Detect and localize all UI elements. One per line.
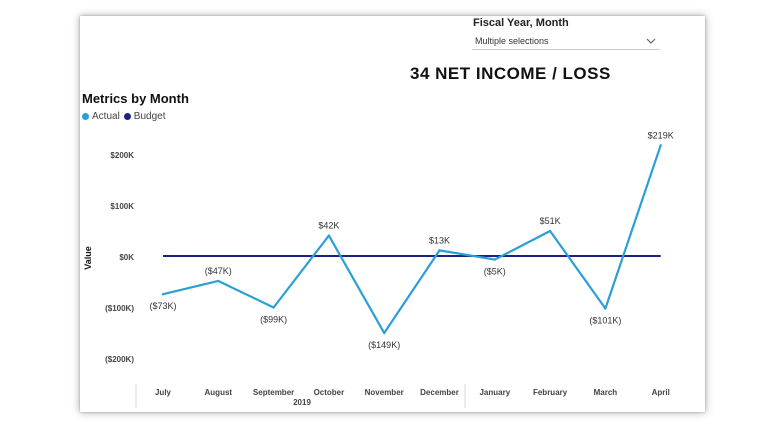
x-tick-label: July — [154, 388, 172, 397]
data-label: ($73K) — [149, 301, 177, 312]
chart-title: Metrics by Month — [82, 91, 189, 106]
data-label: ($5K) — [483, 266, 506, 277]
data-label: ($101K) — [589, 315, 622, 326]
x-tick-label: December — [420, 388, 459, 397]
data-point-actual — [162, 293, 164, 295]
slicer-value: Multiple selections — [475, 36, 549, 46]
x-tick-label: September — [252, 388, 295, 397]
data-point-actual — [438, 249, 440, 251]
data-label: $51K — [539, 215, 561, 226]
y-tick-label: $0K — [119, 253, 134, 262]
data-label: $42K — [318, 220, 340, 231]
y-tick-label: ($100K) — [105, 304, 134, 313]
x-group-label: 2019 — [293, 398, 311, 407]
x-tick-label: August — [204, 388, 233, 397]
data-point-actual — [549, 230, 551, 232]
data-point-actual — [494, 258, 496, 260]
legend-label-budget: Budget — [133, 111, 166, 122]
data-label: ($99K) — [260, 314, 288, 325]
data-point-actual — [272, 306, 274, 308]
data-point-actual — [604, 307, 606, 309]
series-line-actual — [163, 145, 661, 333]
y-tick-label: $200K — [110, 151, 134, 160]
y-tick-label: ($200K) — [105, 355, 134, 364]
x-tick-label: January — [479, 388, 511, 397]
x-tick-label: February — [532, 388, 568, 397]
data-point-actual — [660, 144, 662, 146]
slicer-title: Fiscal Year, Month — [473, 17, 569, 29]
x-tick-label: October — [313, 388, 345, 397]
data-point-actual — [328, 234, 330, 236]
data-label: $13K — [428, 235, 451, 246]
data-label: ($47K) — [204, 265, 232, 276]
data-point-actual — [383, 332, 385, 334]
data-label: ($149K) — [368, 339, 401, 350]
x-tick-label: March — [593, 388, 618, 397]
x-tick-label: April — [651, 388, 670, 397]
y-tick-label: $100K — [110, 202, 134, 211]
kpi-card-text: 34 NET INCOME / LOSS — [410, 64, 611, 83]
y-axis-label: Value — [83, 246, 93, 270]
data-point-actual — [217, 280, 219, 282]
data-label: $219K — [647, 130, 674, 141]
x-tick-label: November — [364, 388, 404, 397]
legend-label-actual: Actual — [92, 111, 120, 122]
